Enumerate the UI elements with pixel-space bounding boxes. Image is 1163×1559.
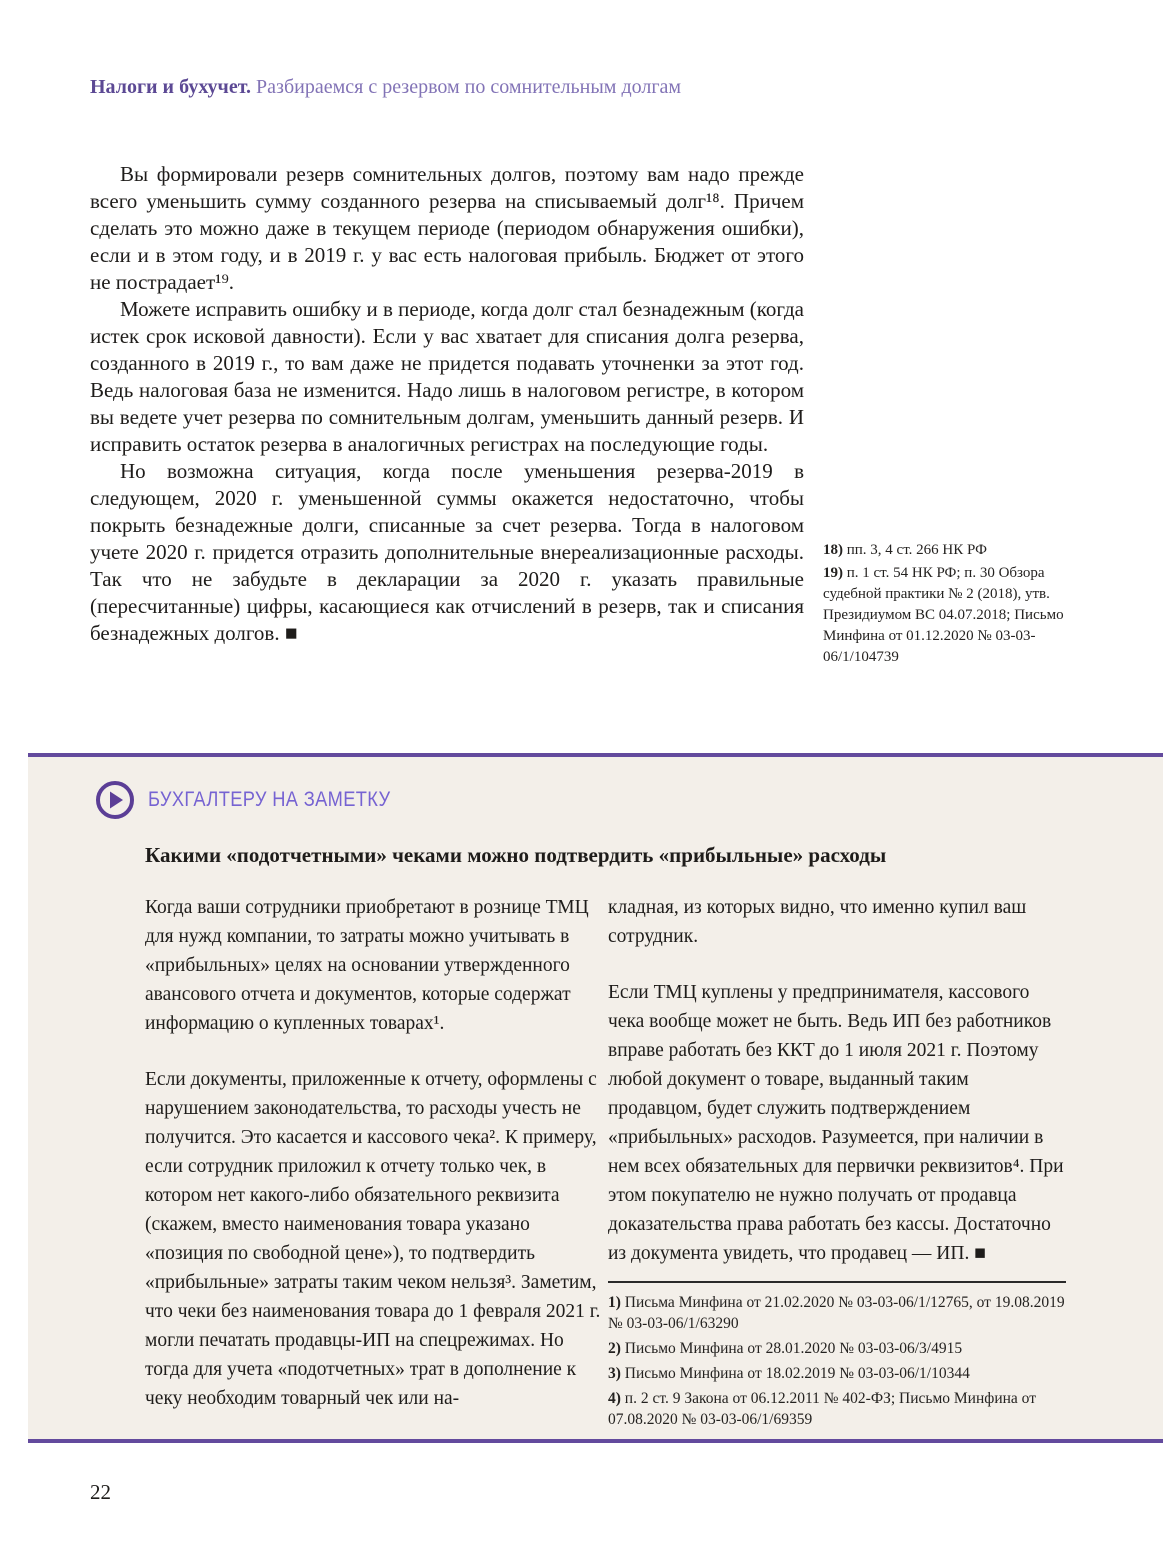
note-footnote-number: 2) [608, 1340, 621, 1357]
article-body [90, 161, 804, 647]
margin-note-text: п. 1 ст. 54 НК РФ; п. 30 Обзора судебной практики № 2 (2018), утв. Президиумом ВС 04.07.2018; Письмо Минфина от 01.12.2020 № 03-03-06/1/104739 [823, 565, 1064, 665]
margin-note-text: пп. 3, 4 ст. 266 НК РФ [846, 542, 987, 558]
play-icon [94, 779, 136, 821]
body-paragraph: Но возможна ситуация, когда после уменьшения резерва-2019 в следующем, 2020 г. уменьшенной суммы окажется недостаточно, чтобы покрыть безнадежные долги, списанные за счет резерва. Тогда в налоговом учете 2020 г. придется отразить дополнительные внереализационные расходы. Так что не забудьте в декларации за 2020 г. указать правильные (пересчитанные) цифры, касающиеся как отчислений в резерв, так и списания безнадежных долгов. ■ [90, 459, 804, 645]
body-paragraph: Вы формировали резерв сомнительных долгов, поэтому вам надо прежде всего уменьшить сумму созданного резерва на списываемый долг¹⁸. Причем сделать это можно даже в текущем периоде (периодом обнаружения ошибки), если и в этом году, и в 2019 г. у вас есть налоговая прибыль. Бюджет от этого не пострадает¹⁹. [90, 162, 804, 294]
note-footnote-text: Письмо Минфина от 28.01.2020 № 03-03-06/3/4915 [624, 1340, 963, 1357]
note-footnote-number: 4) [608, 1390, 621, 1407]
note-kicker-label: БУХГАЛТЕРУ НА ЗАМЕТКУ [148, 788, 391, 811]
note-column-left [145, 893, 603, 1440]
note-title: Какими «подотчетными» чеками можно подтвердить «прибыльные» расходы [145, 843, 887, 867]
note-paragraph: Если документы, приложенные к отчету, оформлены с нарушением законодательства, то расходы учесть не получится. Это касается и кассового чека². К примеру, если сотрудник приложил к отчету только чек, в котором нет какого-либо обязательного реквизита (скажем, вместо наименования товара указано «позиция по свободной цене»), то подтвердить «прибыльные» затраты таким чеком нельзя³. Заметим, что чеки без наименования товара до 1 февраля 2021 г. могли печатать продавцы-ИП на спецрежимах. Но тогда для учета «подотчетных» трат в дополнение к чеку необходим товарный чек или на- [145, 1069, 601, 1409]
margin-note [823, 540, 1079, 561]
note-paragraph: Когда ваши сотрудники приобретают в рознице ТМЦ для нужд компании, то затраты можно учитывать в «прибыльных» целях на основании утвержденного авансового отчета и документов, которые содержат информацию о купленных товарах¹. [145, 897, 589, 1034]
note-column-right [608, 893, 1066, 1295]
body-paragraph: Можете исправить ошибку и в периоде, когда долг стал безнадежным (когда истек срок исковой давности). Если у вас хватает для списания долга резерва, созданного в 2019 г., то вам даже не придется подавать уточненки за этот год. Ведь налоговая база не изменится. Надо лишь в налоговом регистре, в котором вы ведете учет резерва по сомнительным долгам, уменьшить данный резерв. И исправить остаток резерва в аналогичных регистрах на последующие годы. [90, 297, 804, 456]
margin-notes [823, 540, 1079, 670]
note-footnote [608, 1338, 1066, 1359]
margin-note-number: 18) [823, 542, 843, 558]
section-label: Налоги и бухучет. [90, 76, 252, 98]
note-footnote-number: 1) [608, 1294, 621, 1311]
note-footnote-number: 3) [608, 1365, 621, 1382]
note-footnote-text: п. 2 ст. 9 Закона от 06.12.2011 № 402-ФЗ; Письмо Минфина от 07.08.2020 № 03-03-06/1/69359 [608, 1390, 1036, 1428]
note-footnotes [608, 1281, 1066, 1434]
note-paragraph: кладная, из которых видно, что именно купил ваш сотрудник. [608, 897, 1027, 947]
margin-note-number: 19) [823, 565, 843, 581]
note-footnote-text: Письма Минфина от 21.02.2020 № 03-03-06/1/12765, от 19.08.2019 № 03-03-06/1/63290 [608, 1294, 1065, 1332]
note-paragraph: Если ТМЦ куплены у предпринимателя, кассового чека вообще может не быть. Ведь ИП без работников вправе работать без ККТ до 1 июля 2021 г. Поэтому любой документ о товаре, выданный таким продавцом, будет служить подтверждением «прибыльных» расходов. Разумеется, при наличии в нем всех обязательных для первички реквизитов⁴. При этом покупателю не нужно получать от продавца доказательства права работать без кассы. Достаточно из документа увидеть, что продавец — ИП. ■ [608, 982, 1064, 1264]
running-head [90, 74, 681, 100]
article-title: Разбираемся с резервом по сомнительным долгам [256, 76, 682, 98]
note-kicker-row [94, 779, 427, 821]
note-footnote-text: Письмо Минфина от 18.02.2019 № 03-03-06/1/10344 [624, 1365, 970, 1382]
note-footnote [608, 1363, 1066, 1384]
note-footnote [608, 1388, 1066, 1430]
note-footnote [608, 1292, 1066, 1334]
margin-note [823, 563, 1079, 668]
note-box [28, 753, 1163, 1443]
page-number: 22 [90, 1480, 111, 1504]
